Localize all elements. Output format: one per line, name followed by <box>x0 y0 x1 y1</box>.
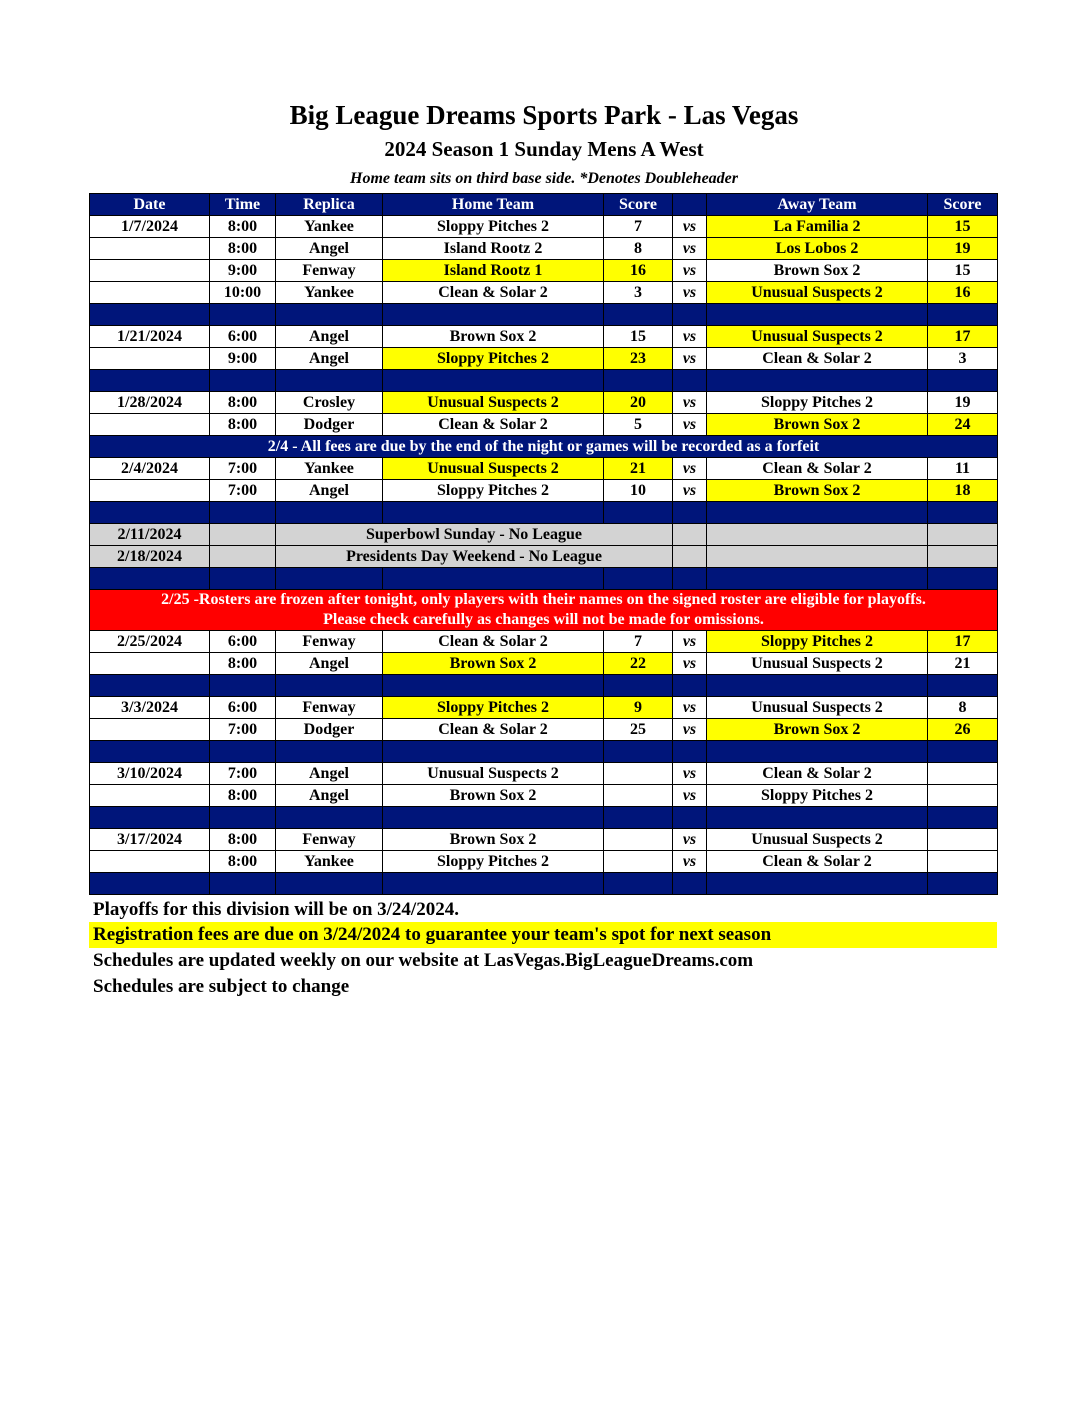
column-header-away-score: Score <box>928 194 998 216</box>
game-row <box>90 348 998 370</box>
schedule-body <box>90 216 998 895</box>
vs-label: vs <box>673 458 707 480</box>
separator-cell <box>90 568 210 590</box>
no-league-date: 2/18/2024 <box>90 546 210 568</box>
separator-cell <box>90 370 210 392</box>
away-team: Clean & Solar 2 <box>707 763 928 785</box>
home-score: 3 <box>604 282 673 304</box>
vs-label: vs <box>673 851 707 873</box>
away-score: 8 <box>928 697 998 719</box>
game-time: 7:00 <box>210 458 276 480</box>
separator-cell <box>928 502 998 524</box>
separator-row <box>90 873 998 895</box>
separator-cell <box>210 675 276 697</box>
game-row <box>90 414 998 436</box>
separator-cell <box>707 741 928 763</box>
separator-cell <box>673 370 707 392</box>
column-header-home-team: Home Team <box>383 194 604 216</box>
home-team: Unusual Suspects 2 <box>383 392 604 414</box>
game-row <box>90 216 998 238</box>
separator-cell <box>928 370 998 392</box>
empty-cell <box>928 546 998 568</box>
fees-notice-row <box>90 436 998 458</box>
separator-cell <box>707 304 928 326</box>
vs-label: vs <box>673 238 707 260</box>
home-score: 23 <box>604 348 673 370</box>
separator-row <box>90 568 998 590</box>
separator-cell <box>383 675 604 697</box>
change-note: Schedules are subject to change <box>93 976 350 997</box>
separator-cell <box>604 568 673 590</box>
game-date: 1/7/2024 <box>90 216 210 238</box>
game-row <box>90 719 998 741</box>
separator-cell <box>383 304 604 326</box>
separator-cell <box>90 675 210 697</box>
home-score <box>604 851 673 873</box>
separator-cell <box>928 675 998 697</box>
separator-row <box>90 502 998 524</box>
game-date: 2/4/2024 <box>90 458 210 480</box>
separator-cell <box>383 741 604 763</box>
vs-label: vs <box>673 719 707 741</box>
game-replica: Angel <box>276 326 383 348</box>
game-row <box>90 785 998 807</box>
away-score: 19 <box>928 238 998 260</box>
game-time: 6:00 <box>210 697 276 719</box>
away-score: 26 <box>928 719 998 741</box>
away-team: Unusual Suspects 2 <box>707 282 928 304</box>
vs-label: vs <box>673 785 707 807</box>
separator-cell <box>383 568 604 590</box>
home-team: Clean & Solar 2 <box>383 282 604 304</box>
empty-cell <box>210 546 276 568</box>
empty-cell <box>707 546 928 568</box>
home-team: Sloppy Pitches 2 <box>383 216 604 238</box>
away-team: Sloppy Pitches 2 <box>707 631 928 653</box>
separator-cell <box>210 502 276 524</box>
game-row <box>90 392 998 414</box>
separator-cell <box>673 675 707 697</box>
home-team: Island Rootz 2 <box>383 238 604 260</box>
game-date <box>90 348 210 370</box>
game-replica: Angel <box>276 238 383 260</box>
game-date <box>90 480 210 502</box>
separator-cell <box>90 873 210 895</box>
schedule-table <box>89 193 998 895</box>
game-time: 9:00 <box>210 260 276 282</box>
roster-notice <box>90 590 998 631</box>
home-score <box>604 785 673 807</box>
game-date <box>90 282 210 304</box>
separator-cell <box>210 741 276 763</box>
game-time: 8:00 <box>210 238 276 260</box>
vs-label: vs <box>673 348 707 370</box>
game-time: 10:00 <box>210 282 276 304</box>
home-score: 20 <box>604 392 673 414</box>
home-team: Sloppy Pitches 2 <box>383 480 604 502</box>
game-replica: Angel <box>276 348 383 370</box>
game-replica: Fenway <box>276 631 383 653</box>
home-team: Sloppy Pitches 2 <box>383 851 604 873</box>
vs-label: vs <box>673 829 707 851</box>
game-time: 8:00 <box>210 829 276 851</box>
separator-cell <box>707 807 928 829</box>
separator-cell <box>276 873 383 895</box>
game-time: 8:00 <box>210 216 276 238</box>
separator-cell <box>90 807 210 829</box>
separator-cell <box>707 675 928 697</box>
game-replica: Dodger <box>276 719 383 741</box>
no-league-row <box>90 524 998 546</box>
game-row <box>90 238 998 260</box>
game-date: 3/17/2024 <box>90 829 210 851</box>
game-date: 3/3/2024 <box>90 697 210 719</box>
separator-cell <box>210 873 276 895</box>
away-team: Unusual Suspects 2 <box>707 829 928 851</box>
game-replica: Fenway <box>276 260 383 282</box>
away-team: Brown Sox 2 <box>707 480 928 502</box>
separator-cell <box>928 568 998 590</box>
home-score: 9 <box>604 697 673 719</box>
game-row <box>90 326 998 348</box>
game-time: 9:00 <box>210 348 276 370</box>
separator-cell <box>90 304 210 326</box>
season-subtitle: 2024 Season 1 Sunday Mens A West <box>384 137 704 161</box>
separator-cell <box>383 807 604 829</box>
table-header-row <box>90 194 998 216</box>
away-score <box>928 829 998 851</box>
separator-cell <box>276 502 383 524</box>
game-row <box>90 458 998 480</box>
away-score: 18 <box>928 480 998 502</box>
home-score: 10 <box>604 480 673 502</box>
no-league-row <box>90 546 998 568</box>
separator-cell <box>210 807 276 829</box>
separator-cell <box>673 873 707 895</box>
game-replica: Angel <box>276 785 383 807</box>
home-score: 8 <box>604 238 673 260</box>
vs-label: vs <box>673 631 707 653</box>
separator-row <box>90 370 998 392</box>
home-score <box>604 829 673 851</box>
away-score: 17 <box>928 631 998 653</box>
home-score: 25 <box>604 719 673 741</box>
separator-row <box>90 675 998 697</box>
separator-cell <box>673 807 707 829</box>
separator-cell <box>210 304 276 326</box>
game-date <box>90 719 210 741</box>
game-time: 6:00 <box>210 631 276 653</box>
game-time: 8:00 <box>210 851 276 873</box>
column-header-away-team: Away Team <box>707 194 928 216</box>
game-replica: Fenway <box>276 697 383 719</box>
home-score: 7 <box>604 631 673 653</box>
game-date: 3/10/2024 <box>90 763 210 785</box>
game-time: 8:00 <box>210 653 276 675</box>
separator-cell <box>673 741 707 763</box>
separator-cell <box>383 370 604 392</box>
separator-cell <box>276 568 383 590</box>
separator-cell <box>276 807 383 829</box>
away-team: Brown Sox 2 <box>707 414 928 436</box>
separator-cell <box>90 502 210 524</box>
column-header-date: Date <box>90 194 210 216</box>
separator-cell <box>383 502 604 524</box>
game-date: 1/21/2024 <box>90 326 210 348</box>
website-note: Schedules are updated weekly on our website at LasVegas.BigLeagueDreams.com <box>93 950 754 971</box>
empty-cell <box>707 524 928 546</box>
roster-notice-line-1: 2/25 -Rosters are frozen after tonight, only players with their names on the signed roster are eligible for playoffs. <box>161 591 926 608</box>
home-team: Clean & Solar 2 <box>383 414 604 436</box>
home-team: Unusual Suspects 2 <box>383 763 604 785</box>
game-date <box>90 653 210 675</box>
separator-row <box>90 741 998 763</box>
away-team: Sloppy Pitches 2 <box>707 785 928 807</box>
separator-cell <box>707 370 928 392</box>
separator-cell <box>707 568 928 590</box>
away-score: 24 <box>928 414 998 436</box>
separator-cell <box>673 568 707 590</box>
separator-cell <box>928 807 998 829</box>
game-row <box>90 282 998 304</box>
separator-cell <box>604 304 673 326</box>
game-replica: Yankee <box>276 282 383 304</box>
away-team: Sloppy Pitches 2 <box>707 392 928 414</box>
home-team: Clean & Solar 2 <box>383 719 604 741</box>
vs-label: vs <box>673 392 707 414</box>
empty-cell <box>673 524 707 546</box>
home-team: Sloppy Pitches 2 <box>383 348 604 370</box>
away-team: Clean & Solar 2 <box>707 458 928 480</box>
away-score <box>928 851 998 873</box>
game-row <box>90 260 998 282</box>
no-league-message: Presidents Day Weekend - No League <box>276 546 673 568</box>
separator-cell <box>707 873 928 895</box>
game-date: 2/25/2024 <box>90 631 210 653</box>
vs-label: vs <box>673 260 707 282</box>
separator-cell <box>383 873 604 895</box>
away-score: 17 <box>928 326 998 348</box>
away-score: 21 <box>928 653 998 675</box>
home-score: 22 <box>604 653 673 675</box>
vs-label: vs <box>673 480 707 502</box>
home-team: Unusual Suspects 2 <box>383 458 604 480</box>
separator-cell <box>928 741 998 763</box>
separator-cell <box>604 370 673 392</box>
game-replica: Crosley <box>276 392 383 414</box>
game-replica: Angel <box>276 763 383 785</box>
away-score: 15 <box>928 216 998 238</box>
vs-label: vs <box>673 282 707 304</box>
away-score <box>928 763 998 785</box>
game-time: 8:00 <box>210 414 276 436</box>
game-replica: Yankee <box>276 458 383 480</box>
column-header-time: Time <box>210 194 276 216</box>
home-team: Brown Sox 2 <box>383 829 604 851</box>
column-header-vs <box>673 194 707 216</box>
no-league-date: 2/11/2024 <box>90 524 210 546</box>
game-date <box>90 238 210 260</box>
game-date <box>90 851 210 873</box>
game-row <box>90 480 998 502</box>
separator-row <box>90 807 998 829</box>
separator-cell <box>928 873 998 895</box>
away-score <box>928 785 998 807</box>
separator-cell <box>276 675 383 697</box>
column-header-home-score: Score <box>604 194 673 216</box>
game-replica: Angel <box>276 480 383 502</box>
column-header-replica: Replica <box>276 194 383 216</box>
home-score: 7 <box>604 216 673 238</box>
separator-cell <box>604 873 673 895</box>
game-time: 8:00 <box>210 392 276 414</box>
game-time: 7:00 <box>210 480 276 502</box>
home-team: Clean & Solar 2 <box>383 631 604 653</box>
home-team: Brown Sox 2 <box>383 653 604 675</box>
home-team: Sloppy Pitches 2 <box>383 697 604 719</box>
playoffs-note: Playoffs for this division will be on 3/24/2024. <box>93 899 459 920</box>
game-date <box>90 785 210 807</box>
away-score: 11 <box>928 458 998 480</box>
vs-label: vs <box>673 414 707 436</box>
game-time: 7:00 <box>210 719 276 741</box>
away-score: 19 <box>928 392 998 414</box>
separator-cell <box>604 675 673 697</box>
home-team: Brown Sox 2 <box>383 785 604 807</box>
vs-label: vs <box>673 763 707 785</box>
game-row <box>90 851 998 873</box>
vs-label: vs <box>673 697 707 719</box>
home-score: 21 <box>604 458 673 480</box>
away-score: 15 <box>928 260 998 282</box>
game-time: 7:00 <box>210 763 276 785</box>
no-league-message: Superbowl Sunday - No League <box>276 524 673 546</box>
empty-cell <box>928 524 998 546</box>
game-replica: Yankee <box>276 216 383 238</box>
home-score: 5 <box>604 414 673 436</box>
home-score: 15 <box>604 326 673 348</box>
away-team: Los Lobos 2 <box>707 238 928 260</box>
game-date <box>90 260 210 282</box>
game-row <box>90 653 998 675</box>
away-team: Clean & Solar 2 <box>707 348 928 370</box>
away-team: Brown Sox 2 <box>707 260 928 282</box>
separator-row <box>90 304 998 326</box>
separator-cell <box>604 741 673 763</box>
home-score <box>604 763 673 785</box>
separator-cell <box>276 741 383 763</box>
game-replica: Fenway <box>276 829 383 851</box>
game-date <box>90 414 210 436</box>
home-team: Island Rootz 1 <box>383 260 604 282</box>
game-row <box>90 631 998 653</box>
home-score: 16 <box>604 260 673 282</box>
away-score: 3 <box>928 348 998 370</box>
home-team: Brown Sox 2 <box>383 326 604 348</box>
game-row <box>90 697 998 719</box>
away-team: La Familia 2 <box>707 216 928 238</box>
game-row <box>90 829 998 851</box>
game-replica: Dodger <box>276 414 383 436</box>
game-date: 1/28/2024 <box>90 392 210 414</box>
vs-label: vs <box>673 653 707 675</box>
separator-cell <box>673 502 707 524</box>
game-replica: Yankee <box>276 851 383 873</box>
separator-cell <box>673 304 707 326</box>
empty-cell <box>210 524 276 546</box>
home-team-note: Home team sits on third base side. *Denotes Doubleheader <box>350 170 738 187</box>
game-replica: Angel <box>276 653 383 675</box>
fees-notice: 2/4 - All fees are due by the end of the night or games will be recorded as a forfeit <box>90 436 998 458</box>
roster-notice-row <box>90 590 998 631</box>
page-title: Big League Dreams Sports Park - Las Vegas <box>289 100 799 130</box>
away-team: Unusual Suspects 2 <box>707 697 928 719</box>
separator-cell <box>928 304 998 326</box>
away-team: Unusual Suspects 2 <box>707 653 928 675</box>
game-time: 8:00 <box>210 785 276 807</box>
separator-cell <box>707 502 928 524</box>
registration-note: Registration fees are due on 3/24/2024 to guarantee your team's spot for next season <box>89 922 997 948</box>
game-row <box>90 763 998 785</box>
away-score: 16 <box>928 282 998 304</box>
roster-notice-line-2: Please check carefully as changes will not be made for omissions. <box>323 611 764 628</box>
empty-cell <box>673 546 707 568</box>
separator-cell <box>210 568 276 590</box>
vs-label: vs <box>673 216 707 238</box>
separator-cell <box>210 370 276 392</box>
separator-cell <box>90 741 210 763</box>
separator-cell <box>604 807 673 829</box>
separator-cell <box>276 370 383 392</box>
game-time: 6:00 <box>210 326 276 348</box>
separator-cell <box>276 304 383 326</box>
separator-cell <box>604 502 673 524</box>
vs-label: vs <box>673 326 707 348</box>
away-team: Unusual Suspects 2 <box>707 326 928 348</box>
away-team: Clean & Solar 2 <box>707 851 928 873</box>
away-team: Brown Sox 2 <box>707 719 928 741</box>
